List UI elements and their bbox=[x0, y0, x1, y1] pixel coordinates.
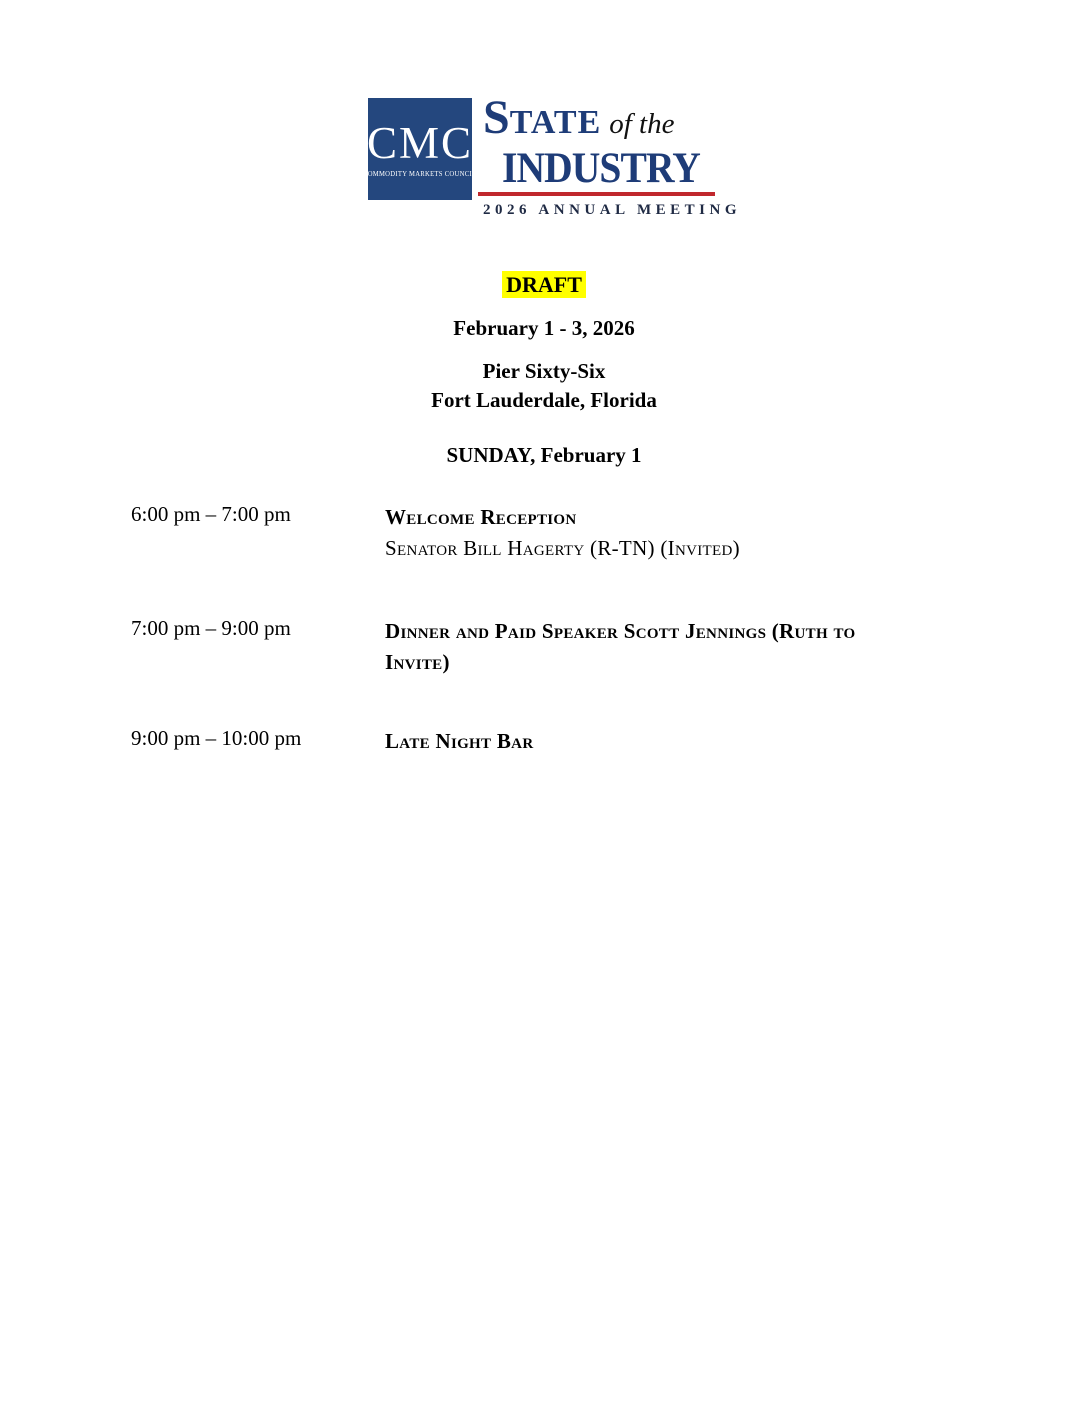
session-time: 6:00 pm – 7:00 pm bbox=[131, 502, 291, 526]
session-time: 7:00 pm – 9:00 pm bbox=[131, 616, 291, 640]
event-date-range: February 1 - 3, 2026 bbox=[453, 316, 635, 340]
draft-label: DRAFT bbox=[502, 271, 586, 298]
session-details bbox=[385, 502, 897, 564]
cmc-logo-square bbox=[363, 98, 477, 200]
session-title: Dinner and Paid Speaker Scott Jennings (Ruth to Invite) bbox=[385, 619, 856, 674]
day-heading: SUNDAY, February 1 bbox=[446, 443, 642, 467]
session-details bbox=[385, 726, 897, 757]
cmc-org-name: COMMODITY MARKETS COUNCIL bbox=[363, 169, 477, 178]
cmc-acronym: CMC bbox=[366, 117, 474, 168]
session-title: Welcome Reception bbox=[385, 505, 577, 529]
draft-line bbox=[0, 272, 1088, 298]
logo-annual-meeting-line: 2026 ANNUAL MEETING bbox=[483, 202, 742, 218]
logo-industry-word: INDUSTRY bbox=[502, 145, 700, 192]
session-title: Late Night Bar bbox=[385, 729, 534, 753]
logo-of-the: of the bbox=[609, 108, 675, 140]
venue-block bbox=[0, 357, 1088, 415]
logo-red-underline bbox=[478, 192, 715, 196]
session-details bbox=[385, 616, 897, 678]
venue-location: Fort Lauderdale, Florida bbox=[431, 388, 657, 412]
venue-name: Pier Sixty-Six bbox=[482, 359, 606, 383]
logo-wordmark bbox=[483, 91, 742, 219]
session-subtitle: Senator Bill Hagerty (R-TN) (Invited) bbox=[385, 536, 740, 560]
logo-state-rest: TATE bbox=[509, 104, 602, 141]
session-time: 9:00 pm – 10:00 pm bbox=[131, 726, 302, 750]
logo-state-initial: S bbox=[483, 91, 510, 144]
logo-state-of-the-line bbox=[483, 91, 721, 151]
